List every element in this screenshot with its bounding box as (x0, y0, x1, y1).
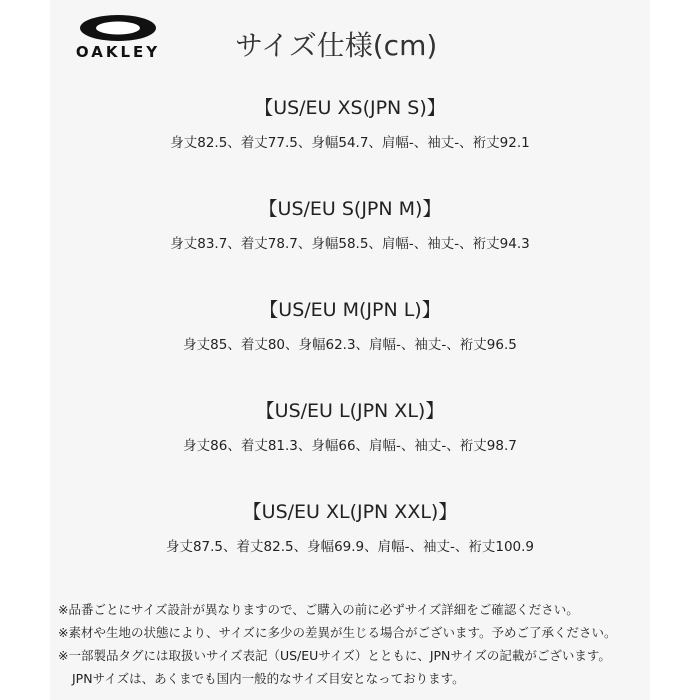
size-heading: 【US/EU XS(JPN S)】 (254, 97, 446, 119)
page-title: サイズ仕様(cm) (235, 29, 438, 62)
size-section (50, 298, 650, 354)
size-specs: 身丈86、着丈81.3、身幅66、肩幅-、袖丈-、裄丈98.7 (183, 438, 517, 454)
size-specs: 身丈85、着丈80、身幅62.3、肩幅-、袖丈-、裄丈96.5 (183, 337, 517, 353)
size-specs: 身丈82.5、着丈77.5、身幅54.7、肩幅-、袖丈-、裄丈92.1 (170, 135, 530, 151)
note-line: ※一部製品タグには取扱いサイズ表記（US/EUサイズ）とともに、JPNサイズの記載がございます。 (58, 648, 611, 663)
size-section (50, 96, 650, 152)
note-line: ※素材や生地の状態により、サイズに多少の差異が生じる場合がございます。予めご了承ください。 (58, 625, 617, 640)
size-heading: 【US/EU S(JPN M)】 (258, 198, 442, 220)
size-specs: 身丈87.5、着丈82.5、身幅69.9、肩幅-、袖丈-、裄丈100.9 (165, 539, 535, 555)
size-specs: 身丈83.7、着丈78.7、身幅58.5、肩幅-、袖丈-、裄丈94.3 (170, 236, 530, 252)
note-line: ※品番ごとにサイズ設計が異なりますので、ご購入の前に必ずサイズ詳細をご確認ください。 (58, 602, 579, 617)
note-line: JPNサイズは、あくまでも国内一般的なサイズ目安となっております。 (72, 671, 465, 686)
size-heading: 【US/EU M(JPN L)】 (259, 299, 441, 321)
size-section (50, 500, 650, 556)
oakley-logo (58, 14, 178, 62)
oakley-ellipse-icon (58, 14, 178, 44)
size-heading: 【US/EU XL(JPN XXL)】 (242, 501, 458, 523)
logo-wordmark: OAKLEY (75, 43, 161, 61)
size-section (50, 197, 650, 253)
notes-block (58, 598, 658, 690)
size-heading: 【US/EU L(JPN XL)】 (255, 400, 445, 422)
size-section (50, 399, 650, 455)
